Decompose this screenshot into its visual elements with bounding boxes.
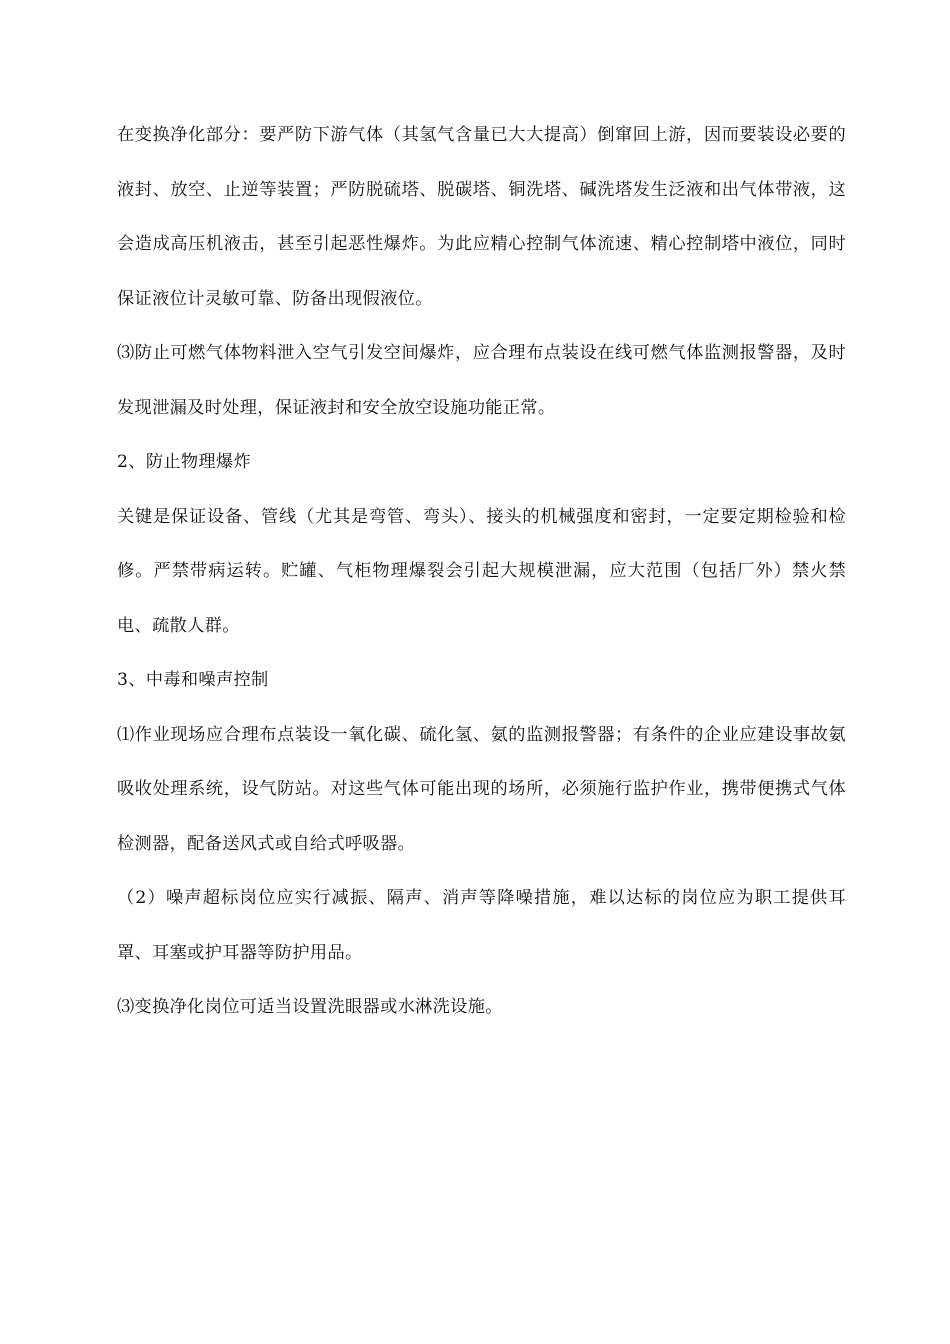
paragraph-equipment-strength: 关键是保证设备、管线（尤其是弯管、弯头）、接头的机械强度和密封，一定要定期检验和检修。严禁带病运转。贮罐、气柜物理爆裂会引起大规模泄漏，应大范围（包括厂外）禁火禁电、疏散人群。 [117, 506, 846, 636]
paragraph-eyewash: ⑶变换净化岗位可适当设置洗眼器或水淋洗设施。 [117, 997, 503, 1017]
document-body [117, 108, 846, 1035]
paragraph-shift-purification: 在变换净化部分：要严防下游气体（其氢气含量已大大提高）倒窜回上游，因而要装设必要的液封、放空、止逆等装置；严防脱硫塔、脱碳塔、铜洗塔、碱洗塔发生泛液和出气体带液，这会造成高压机液击，甚至引起恶性爆炸。为此应精心控制气体流速、精心控制塔中液位，同时保证液位计灵敏可靠、防备出现假液位。 [117, 125, 846, 309]
paragraph-gas-monitoring: ⑴作业现场应合理布点装设一氧化碳、硫化氢、氨的监测报警器；有条件的企业应建设事故氨吸收处理系统，设气防站。对这些气体可能出现的场所，必须施行监护作业，携带便携式气体检测器，配备送风式或自给式呼吸器。 [117, 724, 846, 854]
paragraph-noise-control: （2）噪声超标岗位应实行减振、隔声、消声等降噪措施，难以达标的岗位应为职工提供耳罩、耳塞或护耳器等防护用品。 [117, 888, 846, 963]
paragraph-combustible-gas: ⑶防止可燃气体物料泄入空气引发空间爆炸，应合理布点装设在线可燃气体监测报警器，及时发现泄漏及时处理，保证液封和安全放空设施功能正常。 [117, 343, 846, 418]
section-heading-poison-noise: 3、中毒和噪声控制 [117, 670, 269, 690]
section-heading-physical-explosion: 2、防止物理爆炸 [117, 452, 252, 472]
